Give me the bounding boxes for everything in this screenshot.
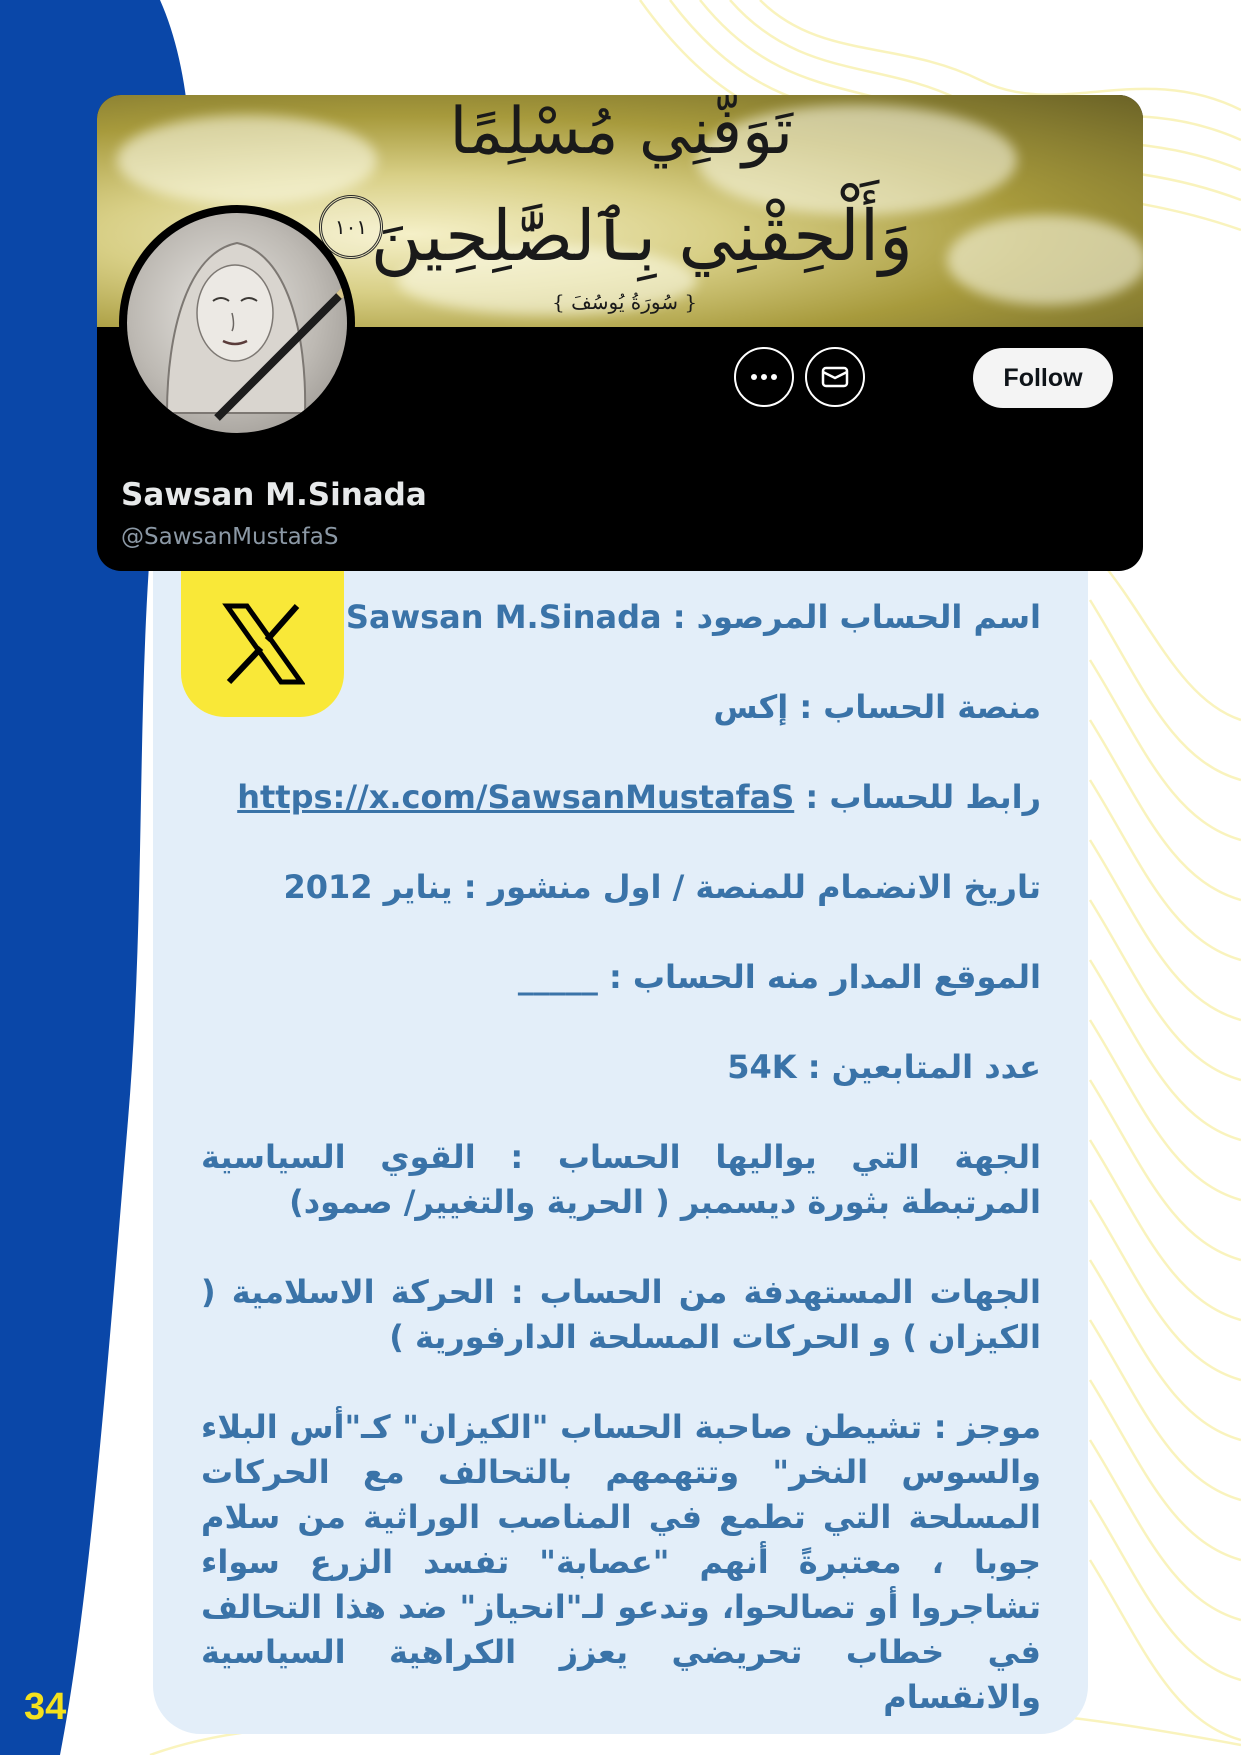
account-name-row <box>201 595 1041 640</box>
avatar-portrait <box>127 213 347 433</box>
location-row <box>201 955 1041 1000</box>
more-icon <box>750 373 778 381</box>
link-row <box>201 775 1041 820</box>
verse-line-1: تَوَفَّنِي مُسْلِمًا <box>449 95 793 169</box>
verse-line-2: وَأَلْحِقْنِي بِٱلصَّٰلِحِينَ <box>370 195 913 277</box>
join-date-label: تاريخ الانضمام للمنصة / اول منشور : <box>463 868 1041 906</box>
more-options-button[interactable] <box>734 347 794 407</box>
surah-reference: { سُورَةُ يُوسُفَ } <box>552 290 698 314</box>
join-date-value: يناير 2012 <box>283 868 453 906</box>
profile-name: Sawsan M.Sinada <box>121 477 427 513</box>
platform-label: منصة الحساب : <box>799 688 1041 726</box>
account-link[interactable]: https://x.com/SawsanMustafaS <box>237 778 795 816</box>
location-label: الموقع المدار منه الحساب : <box>608 958 1041 996</box>
platform-value: إكس <box>713 688 789 726</box>
targets-text: الجهات المستهدفة من الحساب : الحركة الاسلامية ( الكيزان ) و الحركات المسلحة الدارفورية ) <box>201 1273 1041 1356</box>
verse-number-medallion: ١٠١ <box>319 195 383 259</box>
profile-handle[interactable]: @SawsanMustafaS <box>121 524 339 550</box>
x-profile-card <box>97 95 1143 571</box>
account-info <box>201 595 1041 1720</box>
affiliation-text: الجهة التي يواليها الحساب : القوي السياسية المرتبطة بثورة ديسمبر ( الحرية والتغيير/ صمود) <box>201 1138 1041 1221</box>
summary-text: موجز : تشيطن صاحبة الحساب "الكيزان" كـ"أس البلاء والسوس النخر" وتتهمهم بالتحالف مع الحركات المسلحة التي تطمع في المناصب الوراثية من سلام جوبا ، معتبرةً أنهم "عصابة" تفسد الزرع سواء تشاجروا أو تصالحوا، وتدعو لـ"انحياز" ضد هذا التحالف في خطاب تحريضي يعزز الكراهية السياسية والانقسام <box>201 1408 1041 1716</box>
follow-button[interactable]: Follow <box>973 348 1113 408</box>
portrait-sketch-icon <box>127 213 347 433</box>
followers-label: عدد المتابعين : <box>807 1048 1041 1086</box>
account-name-label: اسم الحساب المرصود : <box>672 598 1041 636</box>
link-label: رابط للحساب : <box>805 778 1041 816</box>
join-date-row <box>201 865 1041 910</box>
location-value: _____ <box>517 958 598 996</box>
page-number: 34 <box>24 1686 67 1728</box>
followers-value: 54K <box>727 1048 797 1086</box>
avatar[interactable] <box>119 205 355 441</box>
envelope-icon <box>821 366 849 388</box>
account-name-value: Sawsan M.Sinada <box>345 598 662 636</box>
message-button[interactable] <box>805 347 865 407</box>
followers-row <box>201 1045 1041 1090</box>
platform-row <box>201 685 1041 730</box>
